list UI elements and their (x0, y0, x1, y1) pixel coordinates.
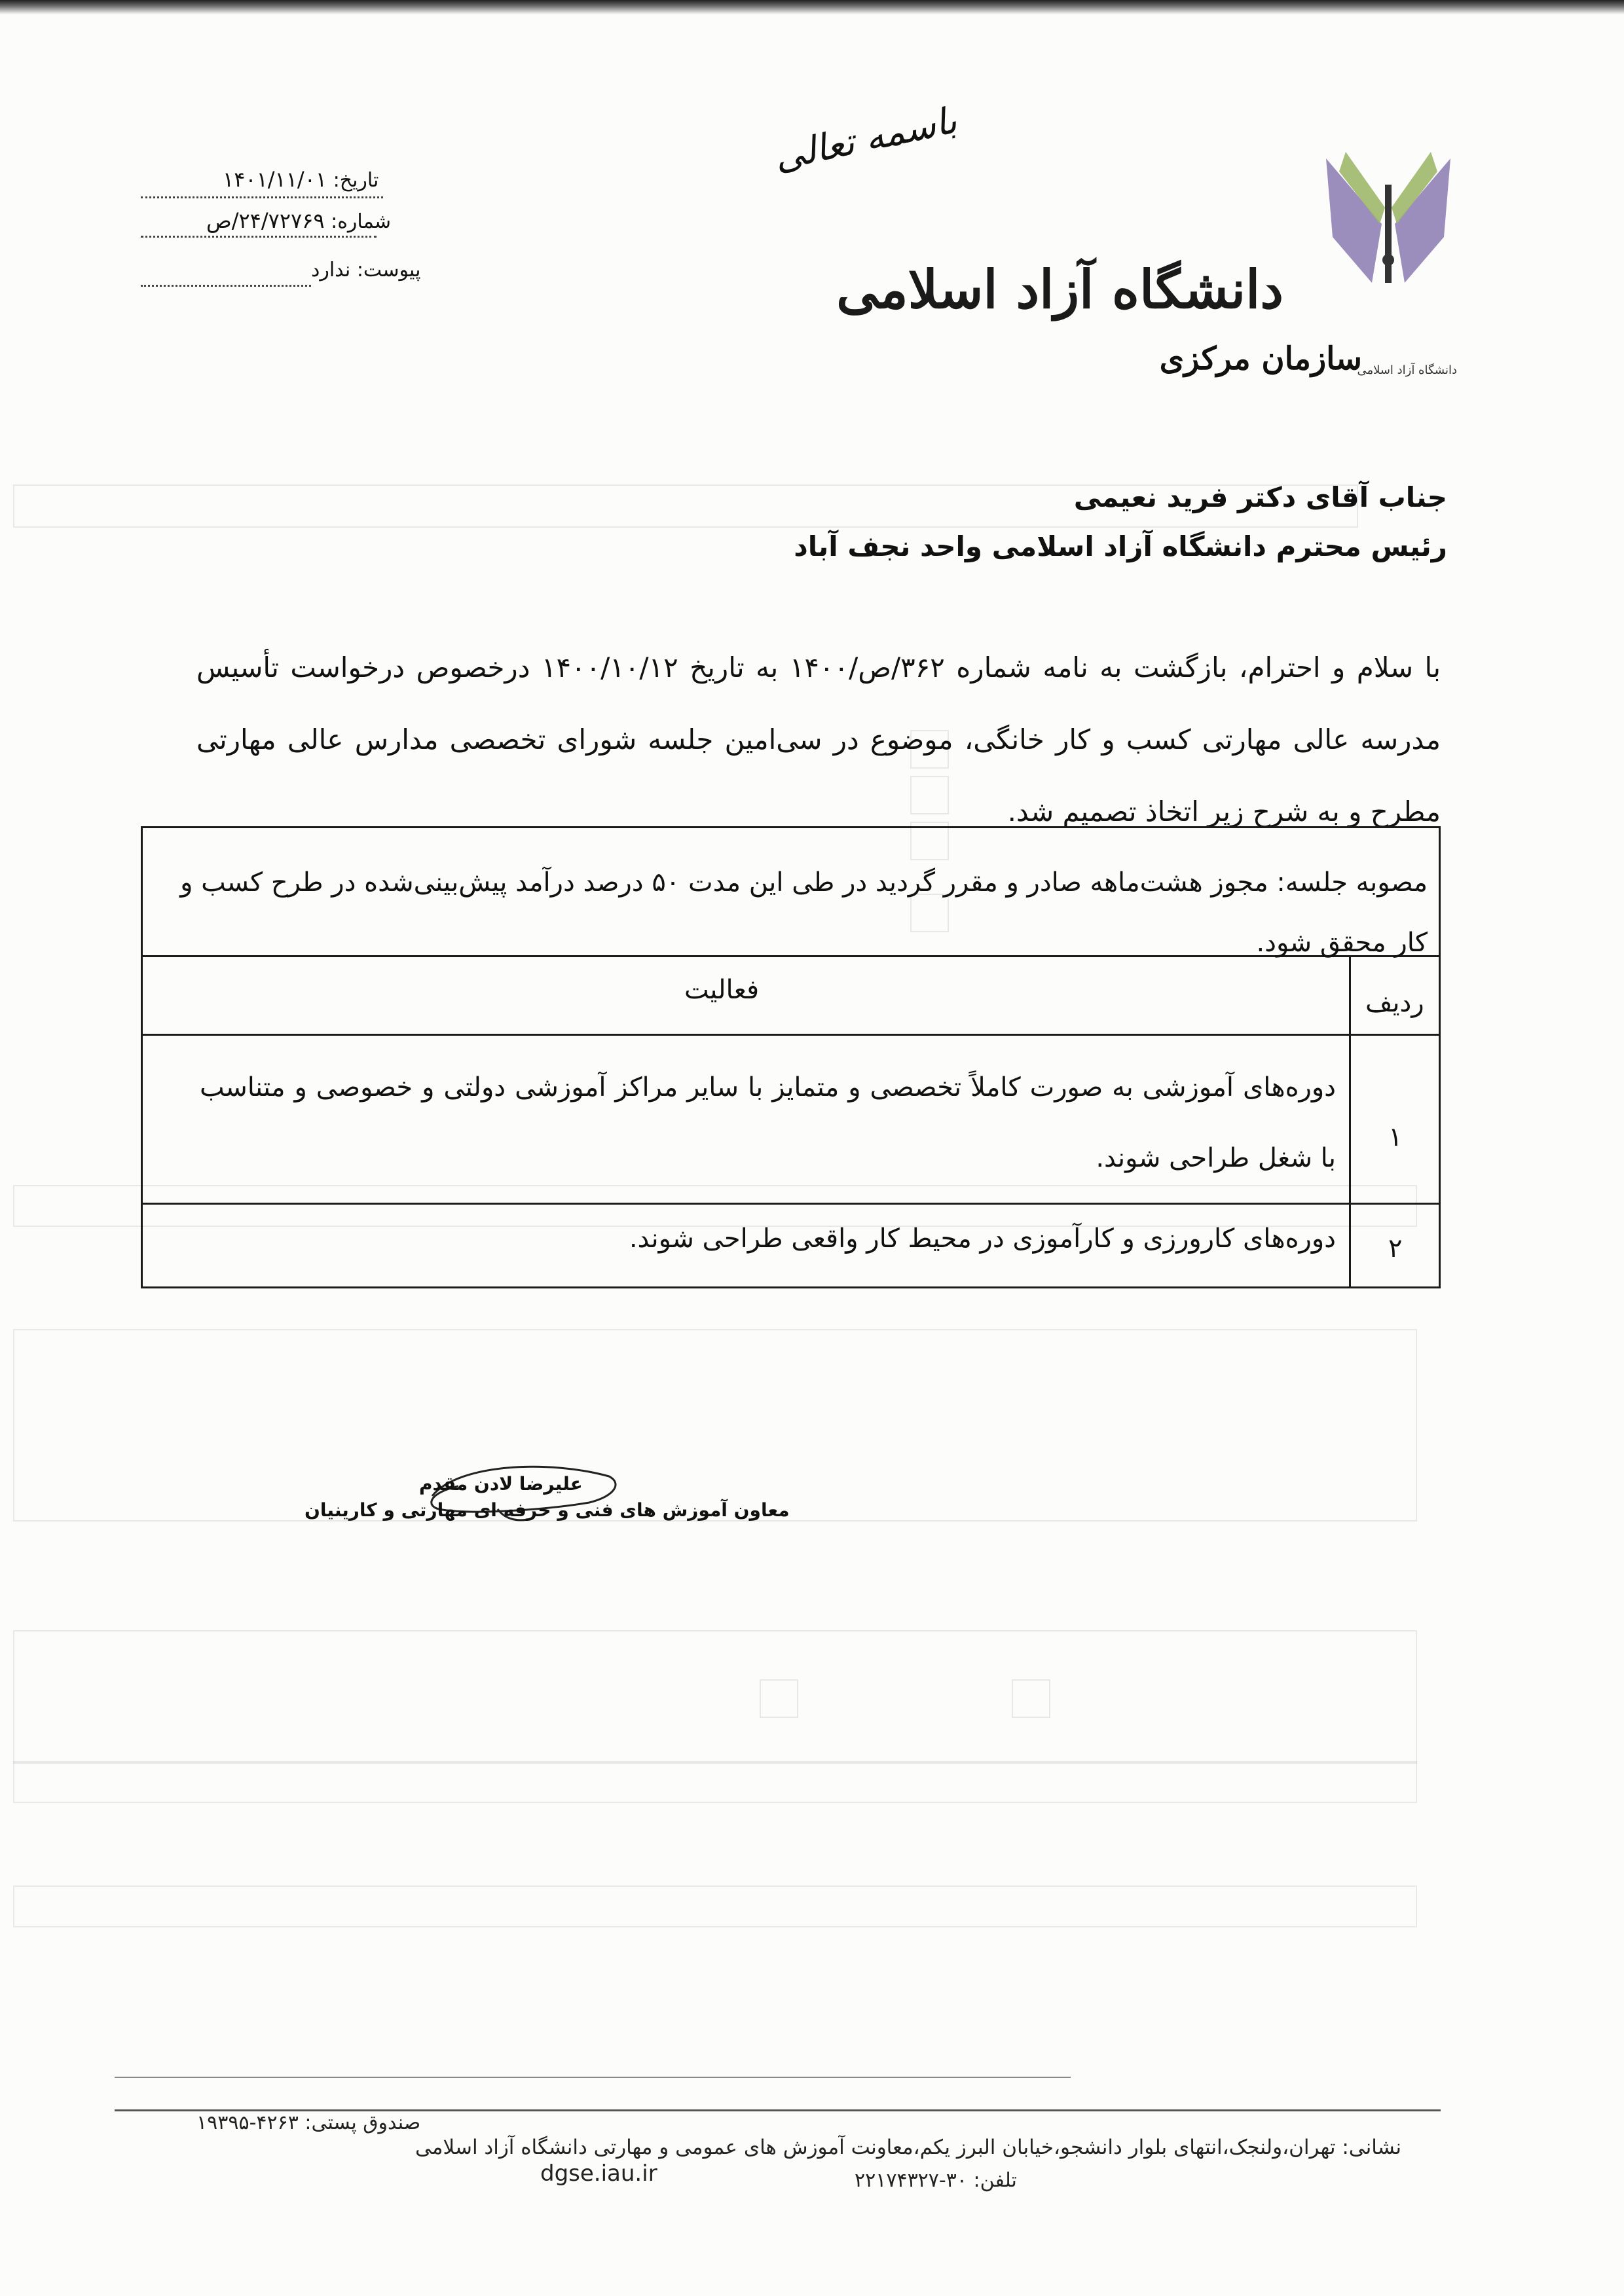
bleed-through-band (13, 1886, 1417, 1927)
resolution-table (141, 826, 1441, 1288)
signatory-title: معاون آموزش های فنی و حرفه ای مهارتی و کارینیان (304, 1499, 790, 1521)
number-line (206, 208, 391, 233)
date-label: تاریخ: (333, 169, 379, 192)
attachment-label: پیوست: (356, 259, 421, 282)
bleed-through-band (13, 1761, 1417, 1803)
letter-body: با سلام و احترام، بازگشت به نامه شماره ۳۶۲/ص/۱۴۰۰ به تاریخ ۱۴۰۰/۱۰/۱۲ درخصوص درخواست تأسیس مدرسه عالی مهارتی کسب و کار خانگی، موضوع در سی‌امین جلسه شورای تخصصی مدارس عالی مهارتی مطرح و به شرح زیر اتخاذ تصمیم شد. (196, 651, 1441, 828)
bleed-through-box (13, 1630, 1417, 1764)
number-label: شماره: (331, 210, 392, 233)
scan-edge-shadow (0, 0, 1624, 14)
attachment-dotted-line (141, 285, 311, 287)
number-value: ۲۴/۷۲۷۶۹/ص (206, 208, 325, 233)
footer-website[interactable]: dgse.iau.ir (540, 2160, 657, 2187)
row1-number: ۱ (1388, 1122, 1403, 1152)
basmala: باسمه تعالی (770, 99, 961, 179)
attachment-value: ندارد (311, 259, 351, 282)
footer-upper-rule (115, 2077, 1071, 2078)
row1-activity: دوره‌های آموزشی به صورت کاملاً تخصصی و متمایز با سایر مراکز آموزشی دولتی و خصوصی و متناسب با شغل طراحی شوند. (200, 1072, 1336, 1173)
addressee-title: رئیس محترم دانشگاه آزاد اسلامی واحد نجف آباد (794, 530, 1447, 562)
bleed-through-checkbox (760, 1679, 798, 1718)
department-name: سازمان مرکزی (1159, 340, 1362, 377)
date-line (223, 167, 378, 192)
bleed-through-box (13, 1329, 1417, 1522)
resolution-text: مصوبه جلسه: مجوز هشت‌ماهه صادر و مقرر گردید در طی این مدت ۵۰ درصد درآمد پیش‌بینی‌شده در طرح کسب و کار محقق شود. (180, 867, 1428, 958)
bleed-through-checkbox (1012, 1679, 1050, 1718)
row2-activity: دوره‌های کارورزی و کارآموزی در محیط کار واقعی طراحی شوند. (629, 1224, 1336, 1254)
column-header-row: ردیف (1365, 988, 1424, 1018)
column-header-activity: فعالیت (684, 975, 760, 1005)
number-dotted-line (141, 236, 377, 238)
footer-address: نشانی: تهران،ولنجک،انتهای بلوار دانشجو،خیابان البرز یکم،معاونت آموزش های عمومی و مهارتی دانشگاه آزاد اسلامی (415, 2136, 1401, 2159)
signatory-name: علیرضا لادن مقدم (419, 1473, 583, 1495)
attachment-line (311, 259, 420, 282)
date-dotted-line (141, 196, 383, 198)
date-value: ۱۴۰۱/۱۱/۰۱ (223, 167, 327, 192)
footer-postal-box: صندوق پستی: ۴۲۶۳-۱۹۳۹۵ (196, 2111, 421, 2134)
university-logo-icon (1320, 145, 1457, 289)
addressee-name: جناب آقای دکتر فرید نعیمی (1073, 481, 1447, 513)
organization-name: دانشگاه آزاد اسلامی (836, 259, 1283, 320)
footer-phone: تلفن: ۳۰-۲۲۱۷۴۳۲۷ (855, 2169, 1017, 2192)
row2-number: ۲ (1388, 1233, 1403, 1264)
logo-caption: دانشگاه آزاد اسلامی (1357, 363, 1457, 377)
